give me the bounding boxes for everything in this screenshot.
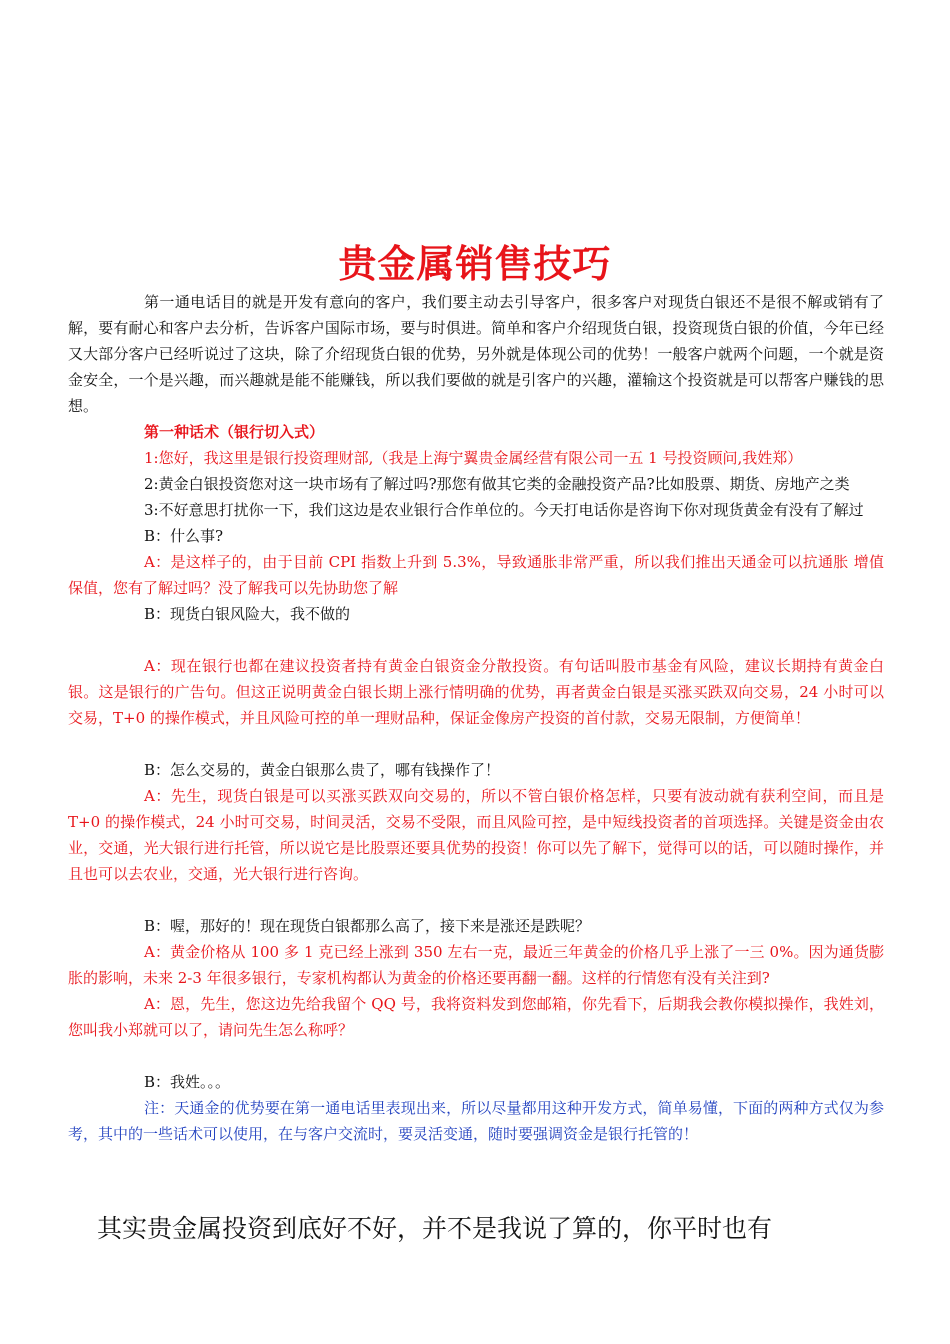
section-heading: 第一种话术（银行切入式） (144, 423, 325, 441)
script-line-3: 3:不好意思打扰你一下，我们这边是农业银行合作单位的。今天打电话你是咨询下你对现货黄金有没有了解过 (144, 501, 864, 519)
agent-line-3: A：先生，现货白银是可以买涨买跌双向交易的，所以不管白银价格怎样，只要有波动就有获利空间，而且是 T+0 的操作模式，24 小时可交易，时间灵活，交易不受限，而且风险可控，是中短线投资者的首项选择。关键是资金由农业，交通，光大银行进行托管，所以说它是比股票还要具优势的投资！你可以先了解下，觉得可以的话，可以随时操作，并且也可以去农业，交通，光大银行进行咨询。 (68, 787, 884, 883)
spacer (68, 1043, 884, 1069)
customer-line-3: B：怎么交易的，黄金白银那么贵了，哪有钱操作了！ (144, 761, 501, 779)
customer-line-4: B：喔，那好的！现在现货白银都那么高了，接下来是涨还是跌呢？ (144, 917, 591, 935)
agent-line-2: A：现在银行也都在建议投资者持有黄金白银资金分散投资。有句话叫股市基金有风险，建议长期持有黄金白银。这是银行的广告句。但这正说明黄金白银长期上涨行情明确的优势，再者黄金白银是买涨买跌双向交易，24 小时可以交易，T+0 的操作模式，并且风险可控的单一理财品种，保证金像房产投资的首付款，交易无限制，方便简单！ (68, 657, 884, 727)
document-body (68, 289, 884, 1147)
customer-line-2: B：现货白银风险大，我不做的 (144, 605, 351, 623)
spacer (68, 887, 884, 913)
script-line-1: 1:您好，我这里是银行投资理财部,（我是上海宁翼贵金属经营有限公司一五 1 号投资顾问,我姓郑） (144, 449, 803, 467)
agent-line-5: A：恩，先生，您这边先给我留个 QQ 号，我将资料发到您邮箱，你先看下，后期我会教你模拟操作，我姓刘，您叫我小郑就可以了，请问先生怎么称呼？ (68, 995, 884, 1039)
agent-line-4: A：黄金价格从 100 多 1 克已经上涨到 350 左右一克，最近三年黄金的价格几乎上涨了一三 0%。因为通货膨胀的影响，未来 2-3 年很多银行，专家机构都认为黄金的价格还要再翻一翻。这样的行情您有没有关注到? (68, 943, 884, 987)
page-title: 贵金属销售技巧 (338, 242, 612, 286)
customer-line-5: B：我姓。。。 (144, 1073, 231, 1091)
footer-paragraph: 其实贵金属投资到底好不好，并不是我说了算的，你平时也有 (97, 1214, 773, 1243)
spacer (68, 731, 884, 757)
customer-line-1: B：什么事? (144, 527, 224, 545)
intro-paragraph: 第一通电话目的就是开发有意向的客户，我们要主动去引导客户，很多客户对现货白银还不是很不解或销有了解，要有耐心和客户去分析，告诉客户国际市场，要与时俱进。简单和客户介绍现货白银，投资现货白银的价值，今年已经又大部分客户已经听说过了这块，除了介绍现货白银的优势，另外就是体现公司的优势！一般客户就两个问题，一个就是资金安全，一个是兴趣，而兴趣就是能不能赚钱，所以我们要做的就是引客户的兴趣，灌输这个投资就是可以帮客户赚钱的思想。 (68, 293, 884, 415)
agent-line-1: A：是这样子的，由于目前 CPI 指数上升到 5.3%，导致通胀非常严重，所以我们推出天通金可以抗通胀 增值保值，您有了解过吗？没了解我可以先协助您了解 (68, 553, 884, 597)
note-paragraph: 注：天通金的优势要在第一通电话里表现出来，所以尽量都用这种开发方式，简单易懂，下面的两种方式仅为参考，其中的一些话术可以使用，在与客户交流时，要灵活变通，随时要强调资金是银行托管的！ (68, 1099, 884, 1143)
script-line-2: 2:黄金白银投资您对这一块市场有了解过吗?那您有做其它类的金融投资产品?比如股票、期货、房地产之类 (144, 475, 850, 493)
spacer (68, 627, 884, 653)
